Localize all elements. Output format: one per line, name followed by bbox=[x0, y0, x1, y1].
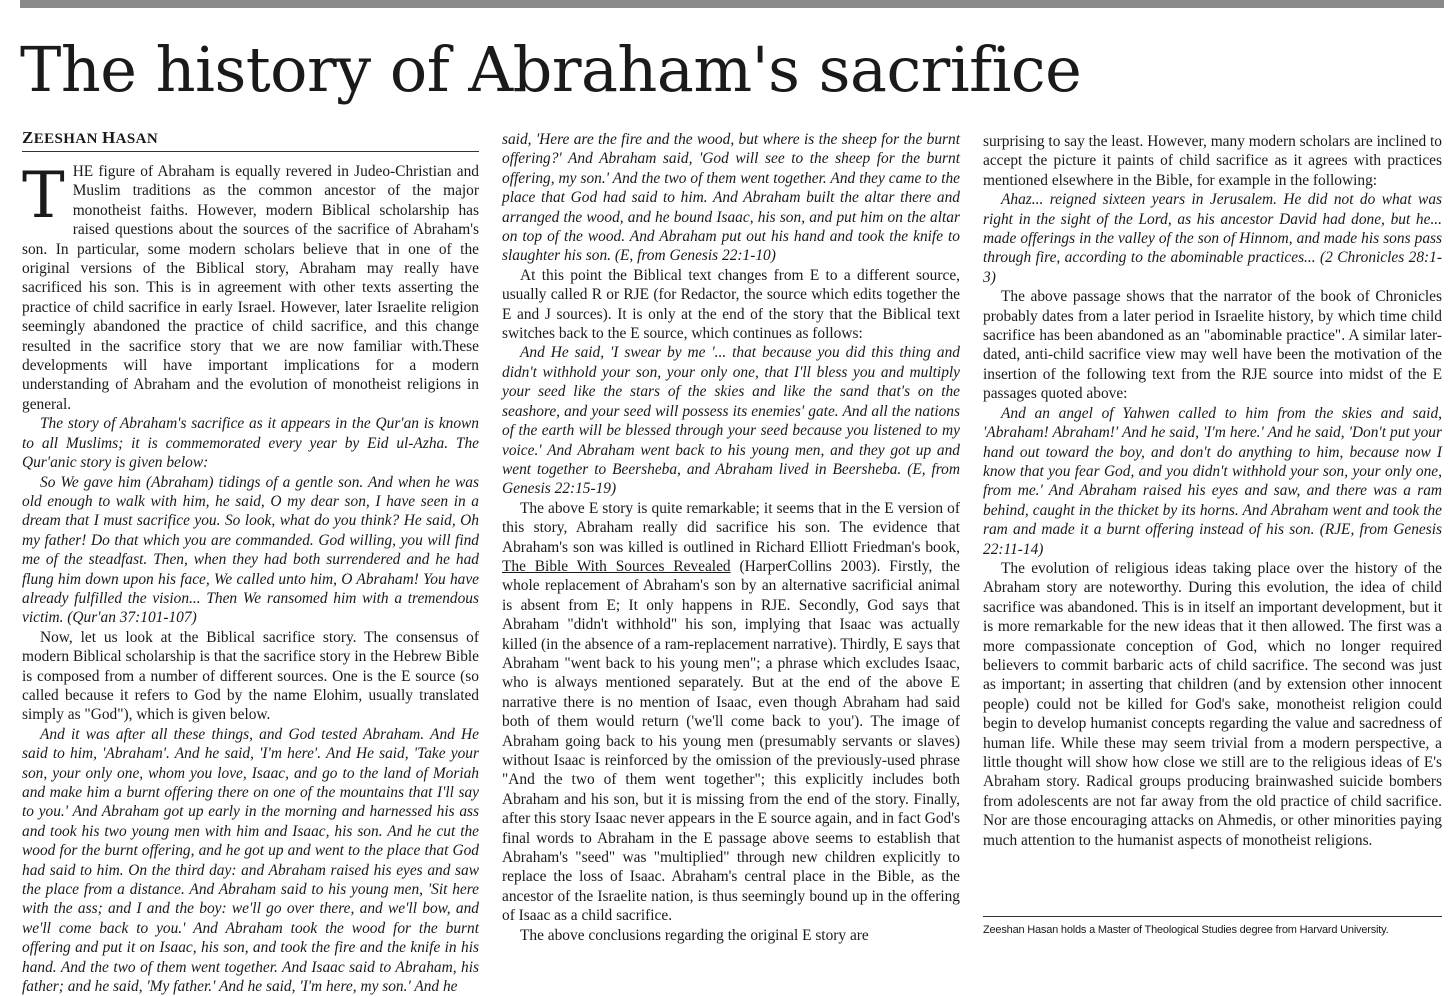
byline-first-rest: EESHAN bbox=[33, 131, 98, 147]
headline: The history of Abraham's sacrifice bbox=[20, 33, 1082, 106]
quran-quote: So We gave him (Abraham) tidings of a gentle son. And when he was old enough to walk with him, he said, O my dear son, I have seen in a dream that I must sacrifice you. So look, what do you think? He said, Oh my father! Do that which you are commanded. God willing, you will find me of the steadfast. Then, when they had both surrendered and he had flung him down upon his face, We called unto him, O Abraham! You have already fulfilled the vision... Then We ransomed him with a tremendous victim. (Qur'an 37:101-107) bbox=[22, 473, 479, 627]
drop-cap: T bbox=[22, 159, 65, 233]
analysis-text-b: (HarperCollins 2003). Firstly, the whole replacement of Abraham's son by an alternative sacrificial animal is absent from E; It only happens in RJE. Secondly, God says that Abraham "didn't withhold" his son, implying that Isaac was actually killed (in the absence of a ram-replacement narrative). Thirdly, E says that Abraham "went back to his young men"; a phrase which excludes Isaac, who is always mentioned separately. But at the end of the above E narrative there is no mention of Isaac, even though Abraham had said both of them would return ('we'll come back to you'). The image of Abraham going back to his young men (presumably servants or slaves) without Isaac is reinforced by the omission of the previously-used phrase "And the two of them went together"; this explicitly includes both Abraham and his son, but it is missing from the end of the story. Finally, after this story Isaac never appears in the E source again, and in fact God's final words to Abraham in the E passage above seems to establish that Abraham's "seed" was "multiplied" through new children explicitly to replace the loss of Isaac. Abraham's central place in the Bible, as the ancestor of the Israelite nation, is thus seemingly bound up in the offering of Isaac as a child sacrifice. bbox=[502, 557, 960, 925]
quran-intro: The story of Abraham's sacrifice as it appears in the Qur'an is known to all Muslims; it is commemorated every year by Eid ul-Azha. The Qur'anic story is given below: bbox=[22, 415, 479, 472]
source-change-paragraph: At this point the Biblical text changes from E to a different source, usually called R or RJE (for Redactor, the source which edits together the E and J sources). It is only at the end of the story that the Biblical text switches back to the E source, which continues as follows: bbox=[502, 266, 960, 343]
byline-last-rest: ASAN bbox=[115, 131, 159, 147]
byline bbox=[22, 128, 479, 152]
conclusions-paragraph: The above conclusions regarding the original E story are bbox=[520, 926, 869, 944]
genesis-quote-1-cont: said, 'Here are the fire and the wood, but where is the sheep for the burnt offering?' And Abraham said, 'God will see to the sheep for the burnt offering, my son.' And the two of them went together. And they came to the place that God had said to him. And Abraham built the altar there and arranged the wood, and he bound Isaac, his son, and put him on the altar on top of the wood. And Abraham put out his hand and took the knife to slaughter his son. (E, from Genesis 22:1-10) bbox=[502, 131, 960, 265]
top-rule bbox=[20, 0, 1444, 8]
column-2 bbox=[502, 130, 960, 945]
author-footnote: Zeeshan Hasan holds a Master of Theological Studies degree from Harvard University. bbox=[983, 916, 1442, 937]
genesis-quote-1: And it was after all these things, and God tested Abraham. And He said to him, 'Abraham'. And he said, 'I'm here'. And He said, 'Take your son, your only one, whom you love, Isaac, and go to the land of Moriah and make him a burnt offering there on one of the mountains that I'll say to you.' And Abraham got up early in the morning and harnessed his ass and took his two young men with him and Isaac, his son. And he cut the wood for the burnt offering, and he got up and went to the place that God had said to him. On the third day: and Abraham raised his eyes and saw the place from a distance. And Abraham said to his young men, 'Sit here with the ass; and I and the boy: we'll go over there, and we'll bow, and we'll come back to you.' And Abraham took the wood for the burnt offering and put it on Isaac, his son, and took the fire and the knife in his hand. And the two of them went together. And Isaac said to Abraham, his father; and he said, 'My father.' And he said, 'I'm here, my son.' And he bbox=[22, 725, 479, 996]
genesis-quote-2: And He said, 'I swear by me '... that because you did this thing and didn't withhold your son, your only one, that I'll bless you and multiply your seed like the stars of the skies and like the sand that's on the seashore, and your seed will possess its enemies' gate. And all the nations of the earth will be blessed through your seed because you listened to my voice.' And Abraham went back to his young men, and they got up and went together to Beersheba, and Abraham lived in Beersheba. (E, from Genesis 22:15-19) bbox=[502, 344, 960, 498]
chronicles-quote: Ahaz... reigned sixteen years in Jerusalem. He did not do what was right in the sight of the Lord, as his ancestor David had done, but he... made offerings in the valley of the son of Hinnom, and made his sons pass through fire, according to the abominable practices... (2 Chronicles 28:1-3) bbox=[983, 191, 1442, 286]
biblical-intro: Now, let us look at the Biblical sacrifice story. The consensus of modern Biblical scholarship is that the sacrifice story in the Hebrew Bible is composed from a number of different sources. One is the E source (so called because it refers to God by the name Elohim, usually translated simply as "God"), which is given below. bbox=[22, 628, 479, 724]
chronicles-analysis: The above passage shows that the narrator of the book of Chronicles probably dates from a later period in Israelite history, by which time child sacrifice has been abandoned as an "abominable practice". A similar later-dated, anti-child sacrifice view may well have been the motivation of the insertion of the following text from the RJE source into midst of the E passages quoted above: bbox=[983, 288, 1442, 403]
column-1 bbox=[22, 128, 479, 996]
evolution-paragraph: The evolution of religious ideas taking place over the history of the Abraham story are noteworthy. During this evolution, the idea of child sacrifice was abandoned. This is in itself an important development, but it is more remarkable for the new ideas that it then allowed. The first was a more compassionate conception of God, which no longer required believers to commit barbaric acts of child sacrifice. The second was just as important; in asserting that children (and by extension other innocent people) could not be killed for God's sake, monotheist religion could begin to develop humanist concepts regarding the value and sacredness of human life. While these may seem trivial from a modern perspective, a little thought will show how close we still are to the religious ideas of E's Abraham story. Radical groups producing brainwashed suicide bombers from adolescents are not far away from the old practice of child sacrifice. Nor are those encouraging attacks on Ahmedis, or other minorities paying much attention to the humanist aspects of monotheist religions. bbox=[983, 559, 1442, 849]
byline-last-cap: H bbox=[102, 128, 116, 147]
intro-text: HE figure of Abraham is equally revered in Judeo-Christian and Muslim traditions as the common ancestor of the major monotheist faiths. However, modern Biblical scholarship has raised questions about the sources of the sacrifice of Abraham's son. In particular, some modern scholars believe that in one of the original versions of the Biblical story, Abraham may really have sacrificed his son. This is in agreement with other texts asserting the practice of child sacrifice in early Israel. However, later Israelite religion seemingly abandoned the practice of child sacrifice, and this change resulted in the sacrifice story that we are now familiar with.These developments will have important implications for a modern understanding of Abraham and the evolution of monotheist religions in general. bbox=[22, 163, 479, 413]
column-3 bbox=[983, 132, 1442, 850]
byline-first-cap: Z bbox=[22, 128, 34, 147]
analysis-text-a: The above E story is quite remarkable; it seems that in the E version of this story, Abraham really did sacrifice his son. The evidence that Abraham's son was killed is outlined in Richard Elliott Friedman's book, bbox=[502, 499, 960, 556]
genesis-quote-3: And an angel of Yahwen called to him from the skies and said, 'Abraham! Abraham!' And he said, 'I'm here.' And he said, 'Don't put your hand out toward the boy, and don't do anything to him, because now I know that you fear God, and you didn't withhold your son, your only one, from me.' And Abraham raised his eyes and saw, and there was a ram behind, caught in the thicket by its horns. And Abraham went and took the ram and made it a burnt offering instead of his son. (RJE, from Genesis 22:11-14) bbox=[983, 404, 1442, 558]
intro-paragraph bbox=[22, 159, 479, 414]
book-title: The Bible With Sources Revealed bbox=[502, 557, 731, 575]
analysis-paragraph bbox=[502, 499, 960, 926]
conclusions-cont: surprising to say the least. However, many modern scholars are inclined to accept the picture it paints of child sacrifice as it agrees with practices mentioned elsewhere in the Bible, for example in the following: bbox=[983, 133, 1442, 189]
